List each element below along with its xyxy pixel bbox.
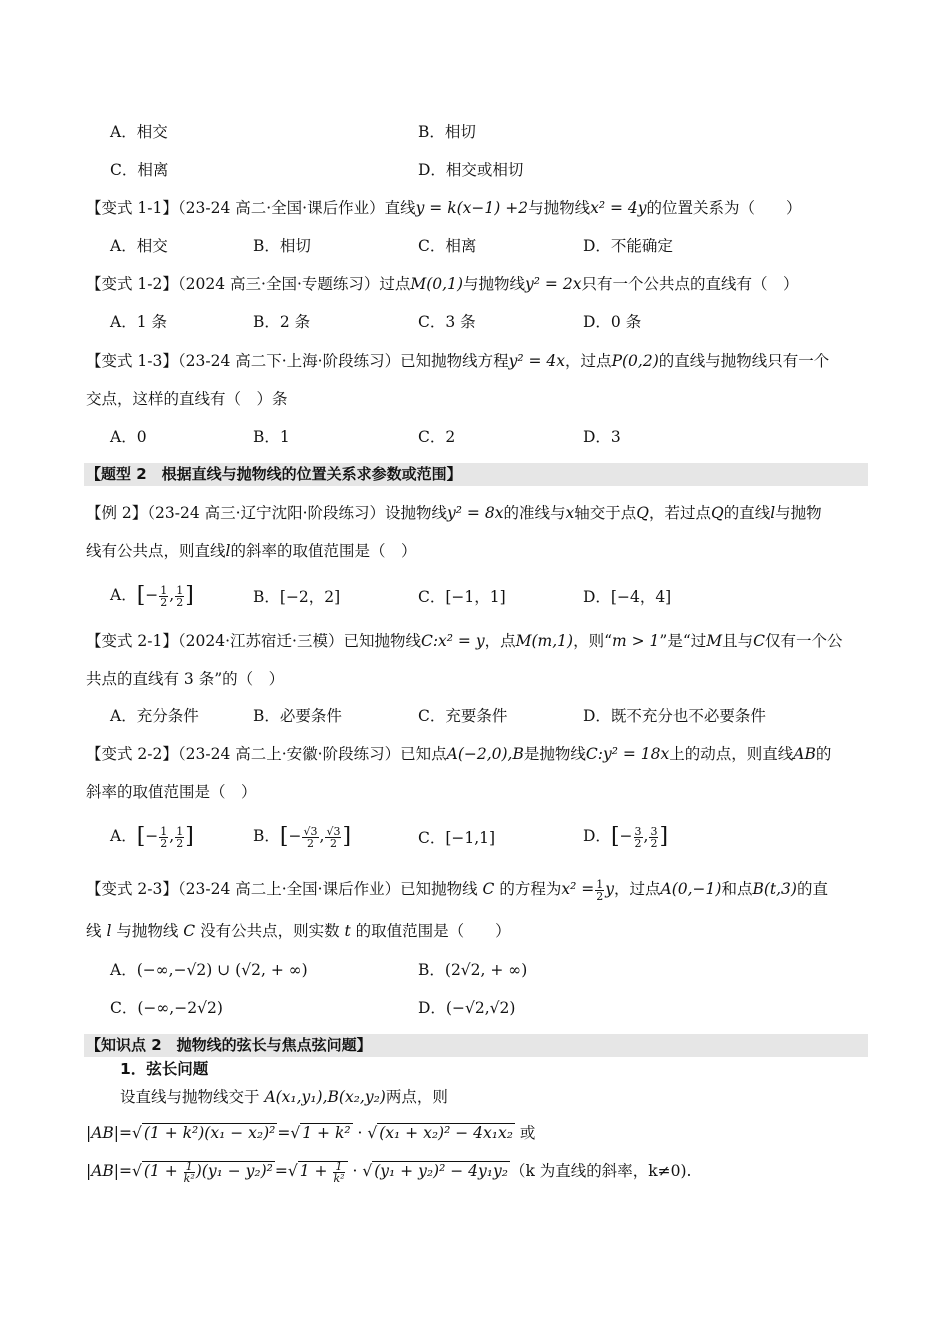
radicand: (1 + k²)(x₁ − x₂)² bbox=[143, 1124, 276, 1142]
radicand: (y₁ + y₂)² − 4y₁y₂ bbox=[374, 1162, 508, 1180]
math: C:x² = y bbox=[420, 632, 485, 650]
text: 线有公共点，则直线 bbox=[86, 542, 226, 560]
text: 仅有一个公 bbox=[765, 632, 843, 650]
text: = bbox=[274, 1162, 288, 1180]
text: 的准线与 bbox=[503, 504, 566, 522]
question-source: （23-24 高二·全国·课后作业） bbox=[177, 199, 385, 217]
option-c: C．相离 bbox=[418, 237, 477, 255]
radicand: (x₁ + x₂)² − 4x₁x₂ bbox=[379, 1124, 513, 1142]
radicand: 1 + k² bbox=[302, 1124, 351, 1142]
math: C bbox=[482, 880, 495, 898]
question-tag: 【例 2】 bbox=[86, 504, 148, 522]
text: 的方程为 bbox=[494, 880, 562, 898]
option-b: B．(2√2, + ∞) bbox=[418, 961, 528, 979]
text: 设抛物线 bbox=[385, 504, 448, 522]
option-b: B．相切 bbox=[253, 237, 311, 255]
math: Q bbox=[710, 504, 724, 522]
math: C bbox=[753, 632, 766, 650]
text: 没有公共点，则实数 bbox=[195, 922, 345, 940]
math: x² = bbox=[561, 880, 595, 898]
denominator: 2 bbox=[650, 836, 658, 850]
text: 且与 bbox=[722, 632, 754, 650]
option-label: B． bbox=[253, 827, 280, 845]
text: · bbox=[347, 1162, 363, 1180]
question-tag: 【变式 2-2】 bbox=[86, 745, 178, 763]
math: x bbox=[565, 504, 575, 522]
radicand: (1 + $\frac{1}{\text{k²}}$ )(y₁ − y₂)² bbox=[143, 1159, 273, 1185]
question-tag: 【变式 2-3】 bbox=[86, 880, 178, 898]
option-b: B．必要条件 bbox=[253, 707, 342, 725]
question-source: （23-24 高二下·上海·阶段练习） bbox=[177, 352, 401, 370]
math: A(x₁,y₁),B(x₂,y₂) bbox=[264, 1088, 386, 1106]
option-b: B．[− $\frac{√3}{2}$ , $\frac{√3}{2}$ ] bbox=[253, 824, 352, 850]
option-b: B．[−2，2] bbox=[253, 588, 341, 606]
text: 的直线与抛物线只有一个 bbox=[658, 352, 830, 370]
denominator: 2 bbox=[176, 595, 184, 609]
variant-1-2-question bbox=[86, 273, 798, 295]
text: 已知抛物线 bbox=[343, 632, 421, 650]
numerator: 1 bbox=[596, 877, 604, 891]
text: 过点 bbox=[379, 275, 411, 293]
variant-1-3-line2: 交点，这样的直线有（ ）条 bbox=[86, 390, 288, 408]
question-source: （2024·江苏宿迁·三模） bbox=[177, 632, 344, 650]
text: 与抛物线 bbox=[463, 275, 526, 293]
chord-formula-x: |AB|=√ (1 + k²)(x₁ − x₂)² =√ 1 + k² · √ (x₁ + x₂)² − 4x₁x₂ 或 bbox=[86, 1124, 536, 1142]
math: x² = 4y bbox=[590, 199, 647, 217]
math: C:y² = 18x bbox=[585, 745, 670, 763]
variant-2-1-question bbox=[86, 630, 843, 652]
text: 1 + bbox=[299, 1162, 333, 1180]
question-tag: 【变式 1-3】 bbox=[86, 352, 178, 370]
chord-formula-y: |AB|=√ (1 + $\frac{1}{\text{k²}}$ )(y₁ − y₂)² =√ 1 + $\frac{1}{\text{k²}}$ · √ (y₁ + y₂)² − 4y₁y₂ （k 为直线的斜率，k≠0). bbox=[86, 1159, 692, 1185]
numerator: 1 bbox=[176, 583, 184, 597]
option-d: D．[−4，4] bbox=[583, 588, 672, 606]
question-source: （23-24 高三·辽宁沈阳·阶段练习） bbox=[147, 504, 386, 522]
math: Q bbox=[636, 504, 649, 522]
text: 与抛物线 bbox=[111, 922, 184, 940]
option-d: D．不能确定 bbox=[583, 237, 673, 255]
math: A(0,−1) bbox=[660, 880, 722, 898]
math: y bbox=[605, 880, 614, 898]
option-a: A．0 bbox=[110, 428, 147, 446]
text: ，过点 bbox=[565, 352, 612, 370]
text: · bbox=[352, 1124, 368, 1142]
math: M(0,1) bbox=[410, 275, 464, 293]
option-d: D．3 bbox=[583, 428, 621, 446]
option-c: C．充要条件 bbox=[418, 707, 508, 725]
option-d: D．[− $\frac{3}{2}$ , $\frac{3}{2}$ ] bbox=[583, 824, 669, 850]
text: 两点，则 bbox=[385, 1088, 448, 1106]
math: M(m,1) bbox=[515, 632, 574, 650]
option-d: D．0 条 bbox=[583, 313, 642, 331]
math: C bbox=[183, 922, 196, 940]
text: )(y₁ − y₂)² bbox=[195, 1162, 273, 1180]
denominator: 2 bbox=[329, 836, 337, 850]
option-c: C．[−1，1] bbox=[418, 588, 506, 606]
math: y² = 8x bbox=[447, 504, 504, 522]
numerator: 3 bbox=[650, 824, 658, 838]
denominator: 2 bbox=[176, 836, 184, 850]
denominator: 2 bbox=[596, 889, 604, 903]
numerator: 1 bbox=[160, 583, 168, 597]
question-source: （23-24 高二上·安徽·阶段练习） bbox=[177, 745, 401, 763]
math: t bbox=[344, 922, 351, 940]
option-a: A．1 条 bbox=[110, 313, 167, 331]
denominator: 2 bbox=[160, 836, 168, 850]
option-d: D．既不充分也不必要条件 bbox=[583, 707, 766, 725]
chord-intro bbox=[120, 1086, 448, 1108]
option-label: D． bbox=[583, 827, 611, 845]
example-2-line2 bbox=[86, 540, 417, 562]
math: |AB|= bbox=[86, 1124, 133, 1142]
text: 已知抛物线 bbox=[400, 880, 483, 898]
option-a: A．相交 bbox=[110, 123, 168, 141]
radicand: 1 + $\frac{1}{\text{k²}}$ bbox=[298, 1161, 348, 1180]
text: 的直线 bbox=[723, 504, 771, 522]
question-tag: 【变式 1-1】 bbox=[86, 199, 178, 217]
text: 已知抛物线方程 bbox=[400, 352, 509, 370]
variant-2-2-question bbox=[86, 743, 831, 765]
numerator: 1 bbox=[160, 824, 168, 838]
option-label: A． bbox=[110, 827, 137, 845]
numerator: √3 bbox=[326, 824, 341, 838]
option-a: A．相交 bbox=[110, 237, 168, 255]
option-a: A．[− $\frac{1}{2}$ , $\frac{1}{2}$ ] bbox=[110, 824, 194, 850]
text: 或 bbox=[514, 1124, 536, 1142]
question-tag: 【变式 2-1】 bbox=[86, 632, 178, 650]
math: y = k(x−1) +2 bbox=[415, 199, 529, 217]
text: 与抛物线 bbox=[528, 199, 591, 217]
variant-2-3-question bbox=[86, 878, 828, 902]
text: 的取值范围是（ ） bbox=[350, 922, 511, 940]
text: 的位置关系为（ ） bbox=[646, 199, 802, 217]
text: ”是“过 bbox=[659, 632, 707, 650]
option-b: B．相切 bbox=[418, 123, 476, 141]
numerator: 1 bbox=[333, 1161, 344, 1173]
text: 是抛物线 bbox=[523, 745, 586, 763]
denominator: 2 bbox=[160, 595, 168, 609]
text: ，过点 bbox=[614, 880, 661, 898]
text: 与抛物 bbox=[775, 504, 822, 522]
example-2-question bbox=[86, 502, 822, 524]
text: ，若过点 bbox=[648, 504, 711, 522]
option-c: C．(−∞,−2√2) bbox=[110, 999, 223, 1017]
variant-2-3-line2 bbox=[86, 920, 511, 942]
question-source: （2024 高三·全国·专题练习） bbox=[177, 275, 380, 293]
text: 的直 bbox=[796, 880, 828, 898]
question-tag: 【变式 1-2】 bbox=[86, 275, 178, 293]
option-c: C．[−1,1] bbox=[418, 829, 496, 847]
math: P(0,2) bbox=[611, 352, 659, 370]
question-source: （23-24 高二上·全国·课后作业） bbox=[177, 880, 401, 898]
option-a: A．(−∞,−√2) ∪ (√2, + ∞) bbox=[110, 961, 308, 979]
text: 直线 bbox=[384, 199, 416, 217]
variant-2-1-line2: 共点的直线有 3 条”的（ ） bbox=[86, 670, 285, 688]
text: 线 bbox=[86, 922, 107, 940]
text: 只有一个公共点的直线有（ ） bbox=[581, 275, 799, 293]
math: A(−2,0),B bbox=[446, 745, 524, 763]
variant-1-1-question bbox=[86, 197, 802, 219]
option-c: C．2 bbox=[418, 428, 456, 446]
option-c: C．3 条 bbox=[418, 313, 476, 331]
numerator: 1 bbox=[184, 1161, 195, 1173]
subheading-chord-length: 1．弦长问题 bbox=[120, 1060, 209, 1078]
option-label: A． bbox=[110, 586, 137, 604]
math: y² = 2x bbox=[525, 275, 582, 293]
math: y² = 4x bbox=[508, 352, 566, 370]
text: (1 + bbox=[143, 1162, 183, 1180]
numerator: 3 bbox=[634, 824, 642, 838]
math: l bbox=[225, 542, 231, 560]
math: l bbox=[106, 922, 112, 940]
math: AB bbox=[793, 745, 816, 763]
text: 和点 bbox=[721, 880, 753, 898]
text: 的 bbox=[815, 745, 832, 763]
option-d: D．相交或相切 bbox=[418, 161, 524, 179]
denominator: 2 bbox=[306, 836, 314, 850]
math: m > 1 bbox=[612, 632, 660, 650]
numerator: 1 bbox=[176, 824, 184, 838]
math: |AB|= bbox=[86, 1162, 133, 1180]
option-d: D．(−√2,√2) bbox=[418, 999, 516, 1017]
option-a: A．[− $\frac{1}{2}$ , $\frac{1}{2}$ ] bbox=[110, 583, 194, 609]
math: l bbox=[770, 504, 776, 522]
math: B(t,3) bbox=[752, 880, 797, 898]
text: = bbox=[277, 1124, 291, 1142]
text: （k 为直线的斜率，k≠0). bbox=[509, 1162, 692, 1180]
text: 的斜率的取值范围是（ ） bbox=[230, 542, 417, 560]
option-b: B．1 bbox=[253, 428, 290, 446]
section-heading-knowledge2: 【知识点 2 抛物线的弦长与焦点弦问题】 bbox=[84, 1034, 868, 1057]
section-heading-type2: 【题型 2 根据直线与抛物线的位置关系求参数或范围】 bbox=[84, 463, 868, 486]
denominator: 2 bbox=[634, 836, 642, 850]
option-a: A．充分条件 bbox=[110, 707, 199, 725]
variant-1-3-question bbox=[86, 350, 829, 372]
math: M bbox=[706, 632, 723, 650]
variant-2-2-line2: 斜率的取值范围是（ ） bbox=[86, 783, 257, 801]
text: ，则“ bbox=[573, 632, 613, 650]
numerator: √3 bbox=[303, 824, 318, 838]
text: 已知点 bbox=[400, 745, 447, 763]
option-c: C．相离 bbox=[110, 161, 169, 179]
text: ，点 bbox=[484, 632, 516, 650]
text: 上的动点，则直线 bbox=[669, 745, 794, 763]
text: 设直线与抛物线交于 bbox=[120, 1088, 265, 1106]
text: 轴交于点 bbox=[574, 504, 637, 522]
option-b: B．2 条 bbox=[253, 313, 311, 331]
